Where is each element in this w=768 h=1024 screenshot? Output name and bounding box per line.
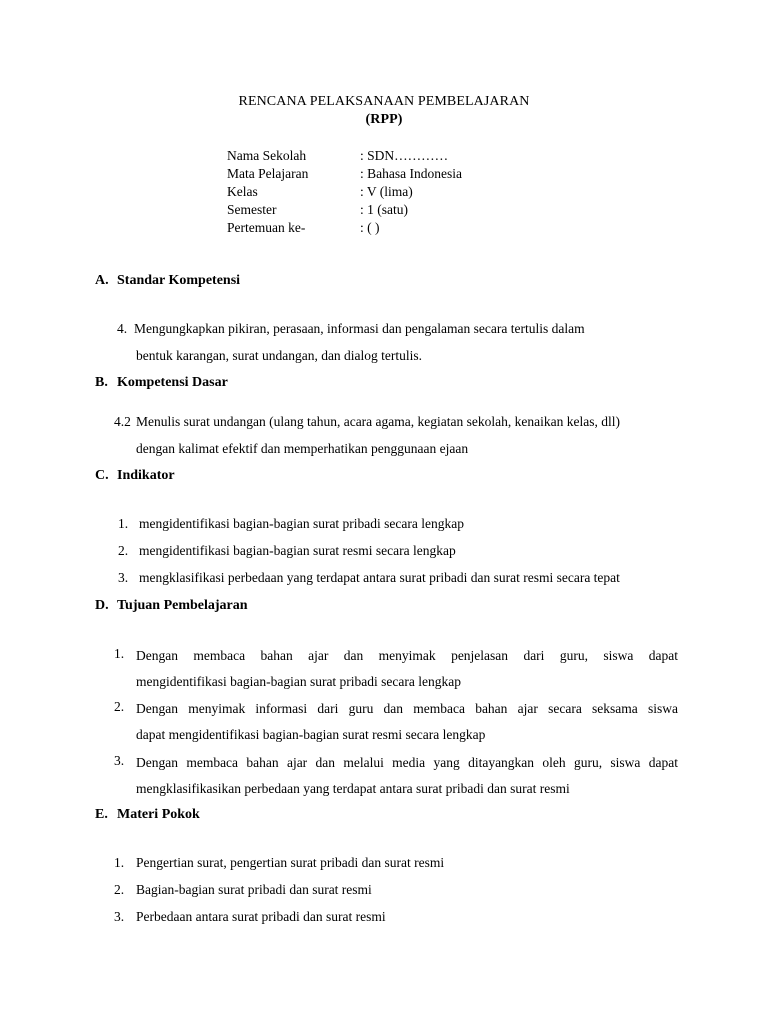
material-text: Bagian-bagian surat pribadi dan surat resmi: [136, 882, 372, 897]
material-number: 2.: [114, 882, 125, 897]
indicator-text: mengidentifikasi bagian-bagian surat resmi secara lengkap: [139, 543, 456, 558]
section-heading-d: [95, 598, 248, 614]
material-number: 1.: [114, 855, 125, 870]
material-text: Perbedaan antara surat pribadi dan surat resmi: [136, 909, 386, 924]
section-title: Tujuan Pembelajaran: [117, 598, 248, 613]
objective-text-line: Dengan membaca bahan ajar dan melalui media yang ditayangkan oleh guru, siswa dapat: [136, 755, 678, 770]
identity-row-meeting: [227, 219, 462, 237]
competency-number: 4.: [117, 321, 128, 336]
identity-table: [227, 147, 462, 237]
competency-text-line: bentuk karangan, surat undangan, dan dialog tertulis.: [136, 348, 423, 363]
objective-text-line: mengidentifikasi bagian-bagian surat pribadi secara lengkap: [136, 674, 462, 689]
indicator-text: mengklasifikasi perbedaan yang terdapat antara surat pribadi dan surat resmi secara tepat: [139, 570, 620, 585]
objective-text-line: mengklasifikasikan perbedaan yang terdapat antara surat pribadi dan surat resmi: [136, 781, 570, 796]
section-heading-e: [95, 807, 200, 823]
identity-row-school: [227, 147, 462, 165]
section-letter: D.: [95, 598, 109, 613]
objective-text-line: Dengan menyimak informasi dari guru dan membaca bahan ajar secara seksama siswa: [136, 701, 678, 716]
section-title: Kompetensi Dasar: [117, 375, 228, 390]
section-heading-c: [95, 468, 175, 484]
objective-number: 1.: [114, 646, 125, 661]
objective-text: [136, 646, 678, 698]
material-number: 3.: [114, 909, 125, 924]
section-heading-b: [95, 375, 228, 391]
basic-competency-text-line: dengan kalimat efektif dan memperhatikan penggunaan ejaan: [136, 441, 469, 456]
objective-number: 3.: [114, 753, 125, 768]
identity-value: : 1 (satu): [360, 202, 408, 217]
objective-text: [136, 699, 678, 751]
document-title: RENCANA PELAKSANAAN PEMBELAJARAN: [238, 94, 530, 109]
section-title: Materi Pokok: [117, 807, 200, 822]
identity-label: Pertemuan ke-: [227, 220, 306, 235]
objective-text: [136, 753, 678, 805]
identity-value: : SDN…………: [360, 148, 449, 163]
competency-text-line: Mengungkapkan pikiran, perasaan, informasi dan pengalaman secara tertulis dalam: [134, 321, 585, 336]
indicator-number: 1.: [118, 516, 129, 531]
section-letter: C.: [95, 468, 109, 483]
indicator-number: 2.: [118, 543, 129, 558]
section-heading-a: [95, 273, 240, 289]
section-letter: A.: [95, 273, 109, 288]
section-letter: E.: [95, 807, 108, 822]
document-subtitle: (RPP): [365, 112, 403, 127]
section-title: Standar Kompetensi: [117, 273, 241, 288]
identity-value: : Bahasa Indonesia: [360, 166, 462, 181]
section-title: Indikator: [117, 468, 175, 483]
identity-label: Semester: [227, 202, 277, 217]
identity-value: : V (lima): [360, 184, 413, 199]
identity-row-subject: [227, 165, 462, 183]
basic-competency-number: 4.2: [114, 414, 131, 429]
basic-competency-text-line: Menulis surat undangan (ulang tahun, acara agama, kegiatan sekolah, kenaikan kelas, dll): [136, 414, 620, 429]
objective-number: 2.: [114, 699, 125, 714]
identity-label: Nama Sekolah: [227, 148, 307, 163]
objective-text-line: dapat mengidentifikasi bagian-bagian surat resmi secara lengkap: [136, 727, 486, 742]
identity-row-class: [227, 183, 462, 201]
indicator-number: 3.: [118, 570, 129, 585]
section-letter: B.: [95, 375, 108, 390]
objective-text-line: Dengan membaca bahan ajar dan menyimak penjelasan dari guru, siswa dapat: [136, 648, 678, 663]
identity-row-semester: [227, 201, 462, 219]
identity-value: : ( ): [360, 220, 380, 235]
identity-label: Kelas: [227, 184, 258, 199]
identity-label: Mata Pelajaran: [227, 166, 309, 181]
material-text: Pengertian surat, pengertian surat pribadi dan surat resmi: [136, 855, 445, 870]
indicator-text: mengidentifikasi bagian-bagian surat pribadi secara lengkap: [139, 516, 465, 531]
